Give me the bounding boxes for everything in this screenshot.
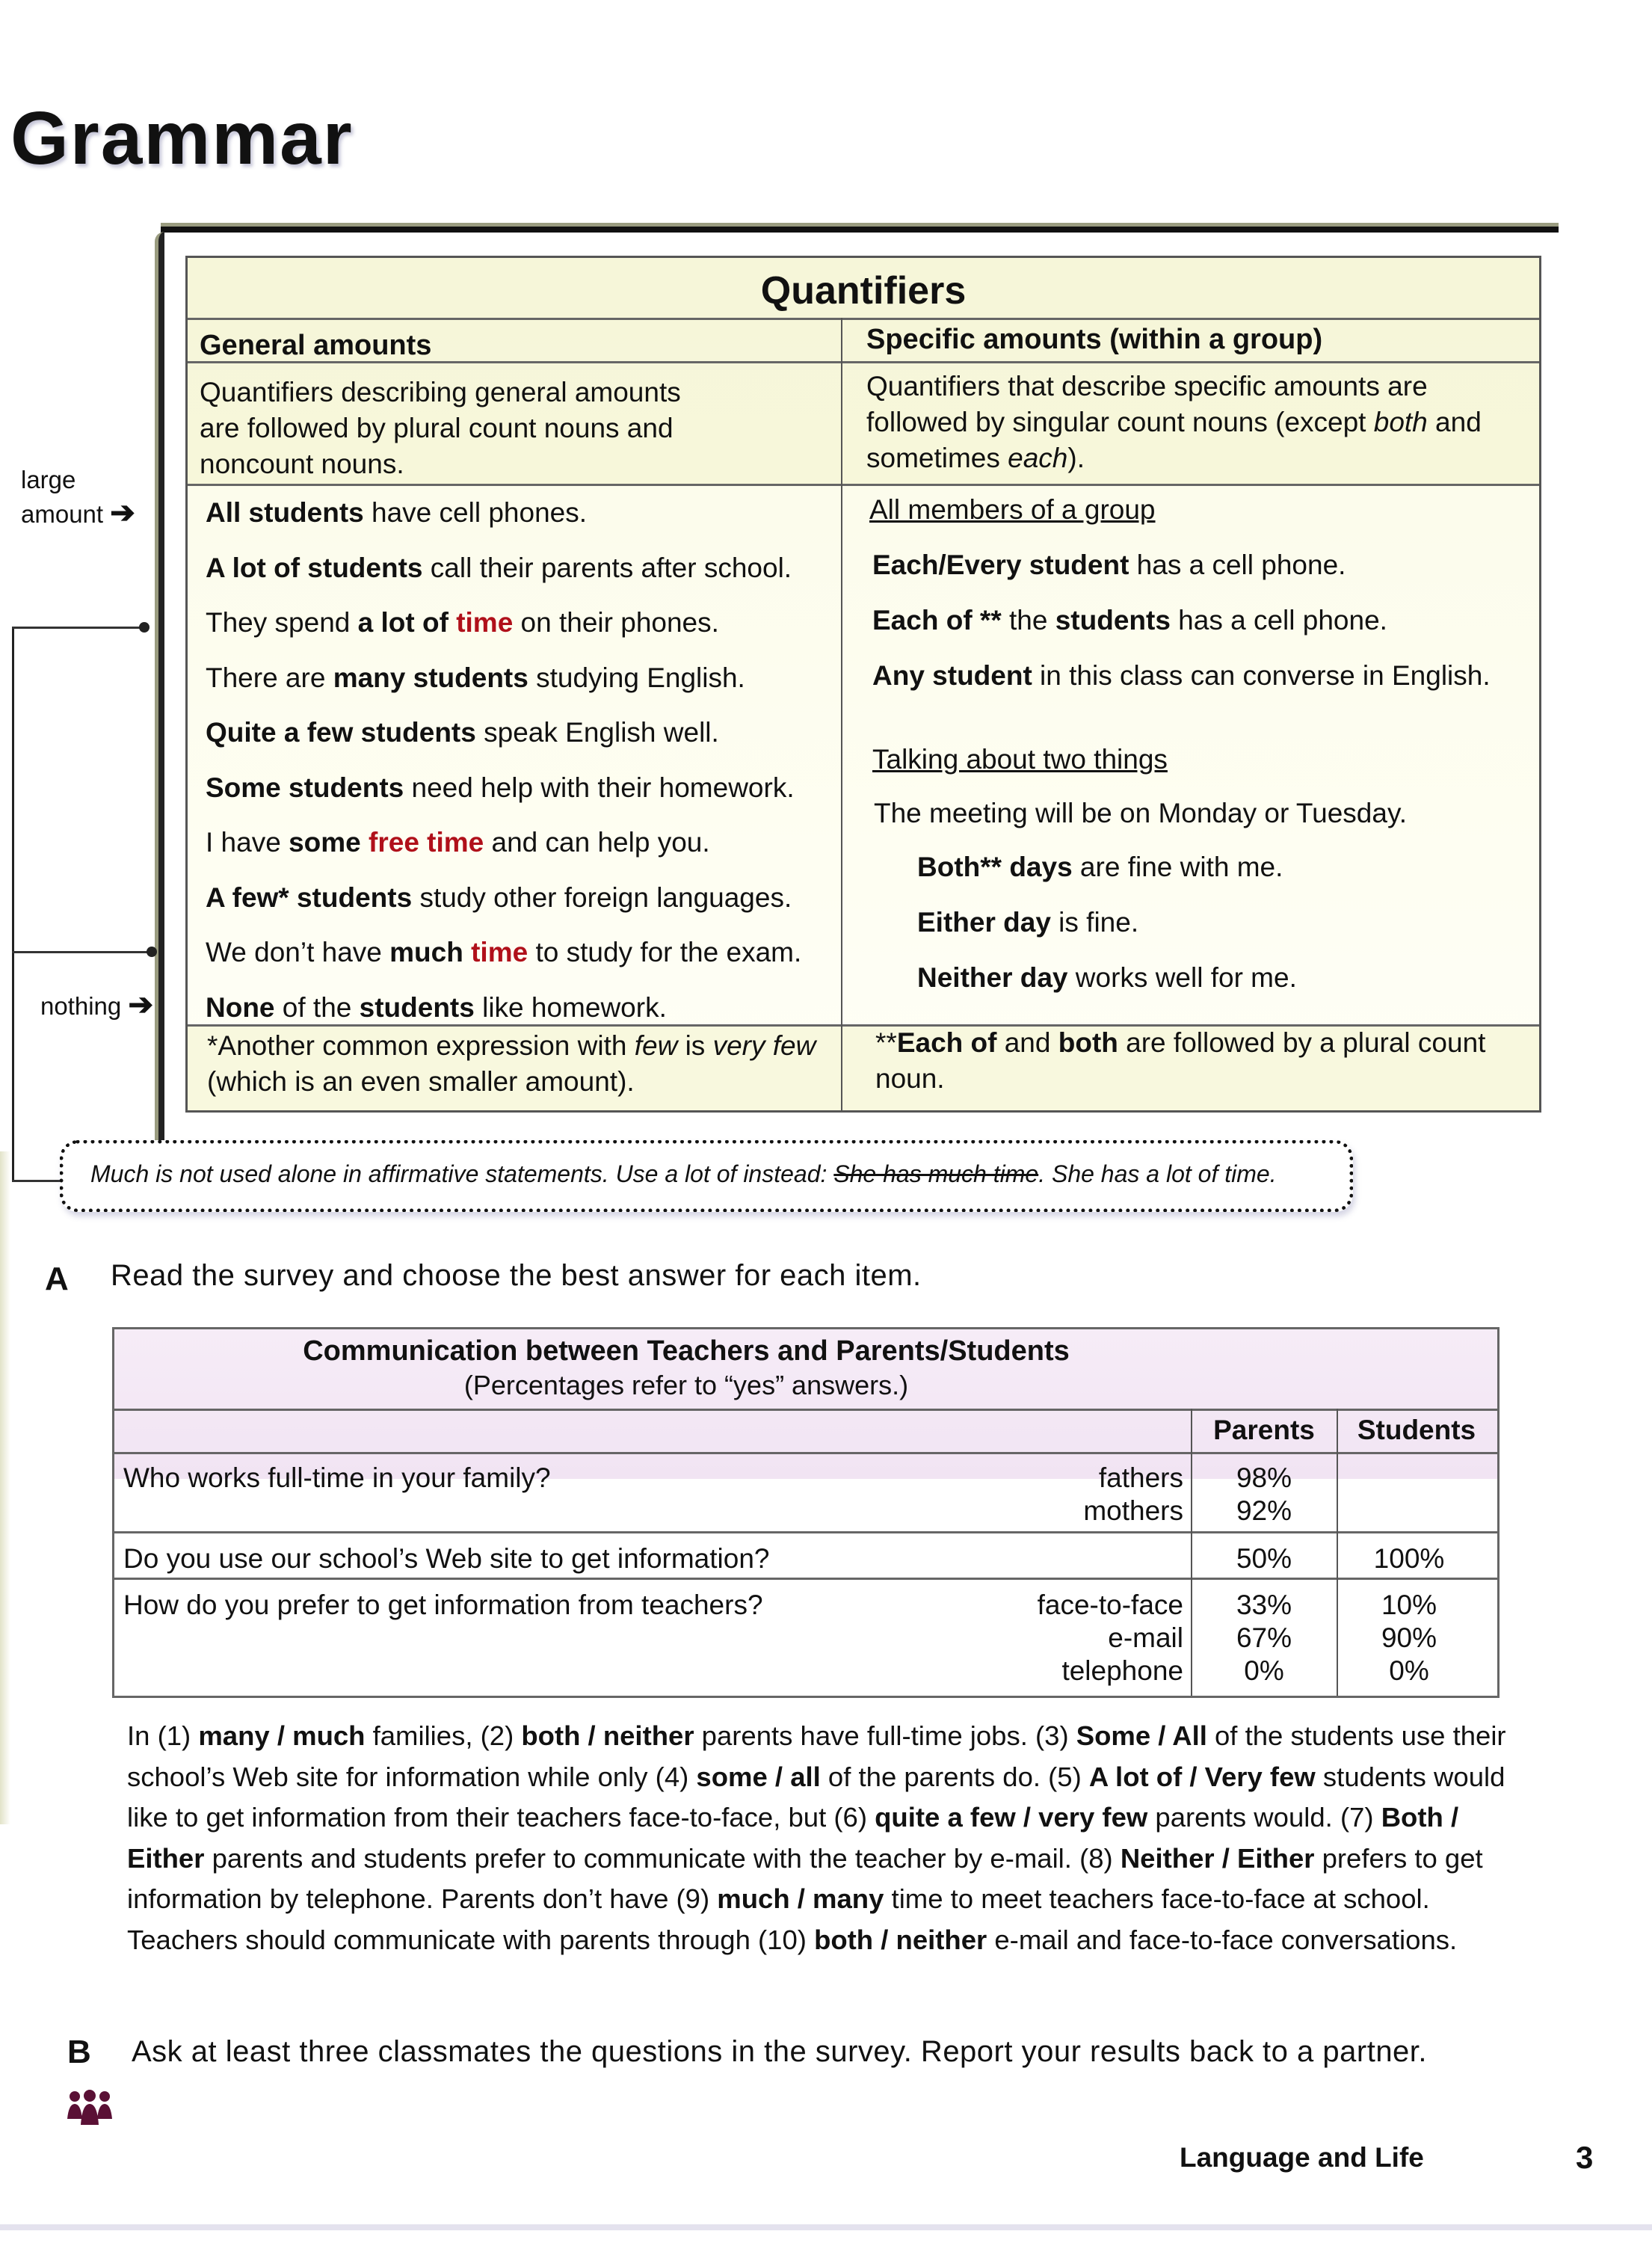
general-example: A lot of students call their parents after school. (206, 552, 792, 583)
all-members-example: Any student in this class can converse in English. (872, 660, 1491, 691)
general-example: There are many students studying English. (206, 662, 745, 693)
bracket-connector (12, 1180, 61, 1182)
scale-label-nothing: nothing ➔ (40, 988, 153, 1021)
bracket-connector (12, 627, 145, 629)
all-members-heading: All members of a group (869, 494, 1156, 525)
survey-students-value: 10% (1381, 1590, 1437, 1620)
arrow-right-icon: ➔ (110, 496, 135, 529)
two-things-heading: Talking about two things (872, 744, 1168, 775)
frame-border-left (155, 232, 164, 1144)
two-things-example: Both** days are fine with me. (917, 852, 1283, 882)
general-amounts-description: Quantifiers describing general amounts are followed by plural count nouns and noncount nouns. (200, 377, 681, 479)
two-things-example: Either day is fine. (917, 907, 1139, 938)
two-things-intro: The meeting will be on Monday or Tuesday. (874, 798, 1407, 828)
survey-students-value: 0% (1389, 1655, 1429, 1686)
survey-title: Communication between Teachers and Parents/Students (303, 1335, 1070, 1367)
all-members-example: Each/Every student has a cell phone. (872, 550, 1346, 580)
all-members-example: Each of ** the students has a cell phone. (872, 605, 1387, 636)
survey-answer-label: fathers (1098, 1462, 1183, 1493)
scale-label-large: large (21, 466, 76, 493)
book-title: Language and Life (1180, 2142, 1424, 2173)
survey-answer-label: mothers (1083, 1495, 1183, 1526)
page-number: 3 (1576, 2140, 1594, 2175)
note-text: Much is not used alone in affirmative statements. Use a lot of instead: She has much time. She has a lot of time. (90, 1160, 1277, 1187)
survey-parents-value: 67% (1236, 1622, 1292, 1653)
exercise-b-label: B (67, 2034, 91, 2070)
scale-label-amount: amount ➔ (21, 496, 135, 529)
exercise-a-instruction: Read the survey and choose the best answer for each item. (111, 1259, 922, 1292)
noncount-bracket-line (12, 628, 14, 1181)
quantifiers-table (185, 256, 1541, 1113)
general-example: A few* students study other foreign languages. (206, 881, 792, 913)
survey-students-value: 90% (1381, 1622, 1437, 1653)
bracket-dot (147, 947, 157, 957)
survey-parents-value: 33% (1236, 1590, 1292, 1620)
general-footnote: *Another common expression with few is very few (which is an even smaller amount). (207, 1030, 816, 1097)
page-title: Grammar (10, 96, 354, 180)
exercise-a-label: A (45, 1261, 69, 1297)
divider (188, 484, 1539, 486)
divider (114, 1409, 1497, 1411)
column-header-students: Students (1357, 1415, 1476, 1445)
general-example: None of the students like homework. (206, 991, 667, 1023)
survey-answer-label: e-mail (1108, 1622, 1183, 1653)
bracket-connector (12, 951, 152, 953)
general-example: All students have cell phones. (206, 497, 588, 528)
survey-parents-value: 98% (1236, 1462, 1292, 1493)
general-example: Quite a few students speak English well. (206, 717, 719, 748)
specific-footnote: **Each of and both are followed by a plural count noun. (875, 1027, 1486, 1094)
survey-answer-label: telephone (1061, 1655, 1183, 1686)
exercise-a-paragraph: In (1) many / much families, (2) both / neither parents have full-time jobs. (3) Some / All of the students use their school’s Web site for information while only (4) some / all of the parents do. (5) A lot of / Very few students would like to get information from their teachers face-to-face, but (6) quite a few / very few parents would. (7) Both / Either parents and students prefer to communicate with the teacher by e-mail. (8) Neither / Either prefers to get information by telephone. Parents don’t have (9) much / many time to meet teachers face-to-face at school. Teachers should communicate with parents through (10) both / neither e-mail and face-to-face conversations. (127, 1720, 1506, 1955)
survey-students-value: 100% (1373, 1543, 1445, 1574)
survey-question: Who works full-time in your family? (123, 1462, 551, 1493)
divider (114, 1531, 1497, 1533)
specific-amounts-description: Quantifiers that describe specific amounts are followed by singular count nouns (except both and sometimes each). (866, 371, 1482, 473)
frame-border-top (161, 223, 1559, 233)
general-amounts-heading: General amounts (200, 330, 432, 361)
survey-parents-value: 0% (1244, 1655, 1284, 1686)
general-example: We don’t have much time to study for the exam. (206, 937, 802, 967)
page-edge-shadow (0, 1151, 10, 1824)
survey-table (112, 1327, 1500, 1698)
survey-parents-value: 50% (1236, 1543, 1292, 1574)
general-example: They spend a lot of time on their phones. (206, 607, 719, 638)
divider (188, 318, 1539, 320)
divider (114, 1578, 1497, 1580)
survey-answer-label: face-to-face (1037, 1590, 1183, 1620)
general-example: I have some free time and can help you. (206, 827, 710, 858)
much-usage-note (60, 1140, 1353, 1212)
page-bottom-edge (0, 2224, 1652, 2230)
two-things-example: Neither day works well for me. (917, 962, 1297, 993)
bracket-dot (139, 622, 150, 633)
divider (114, 1452, 1497, 1454)
specific-amounts-heading: Specific amounts (within a group) (866, 324, 1323, 355)
column-header-parents: Parents (1213, 1415, 1315, 1445)
arrow-right-icon: ➔ (128, 988, 153, 1021)
survey-subtitle: (Percentages refer to “yes” answers.) (463, 1370, 909, 1400)
general-example: Some students need help with their homework. (206, 772, 795, 803)
column-divider (841, 318, 842, 1110)
exercise-b-instruction: Ask at least three classmates the questions in the survey. Report your results back to a partner. (132, 2035, 1428, 2068)
quantifiers-title: Quantifiers (760, 269, 967, 313)
survey-question: Do you use our school’s Web site to get information? (123, 1543, 770, 1574)
survey-question: How do you prefer to get information from teachers? (123, 1590, 763, 1620)
survey-parents-value: 92% (1236, 1495, 1292, 1526)
group-work-icon (66, 2089, 114, 2126)
